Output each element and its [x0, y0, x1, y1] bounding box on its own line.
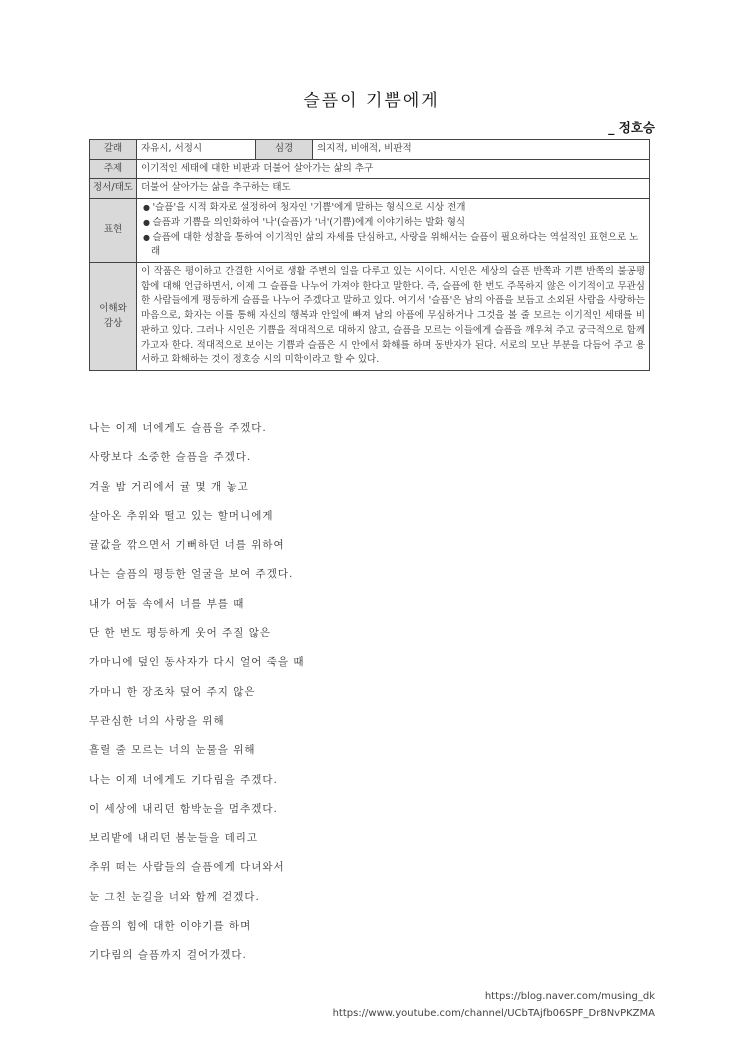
poem-line: 내가 어둠 속에서 너를 부를 때: [89, 597, 245, 610]
poem-line: 이 세상에 내리던 함박눈을 멈추겠다.: [89, 802, 278, 815]
theme-label: 주제: [90, 159, 137, 179]
appreciation-label-line1: 이해와: [99, 302, 127, 314]
poem-line: 나는 이제 너에게도 기다림을 주겠다.: [89, 773, 278, 786]
poem-line: 가마니 한 장조차 덮어 주지 않은: [89, 685, 256, 698]
poem-line: 귤값을 깎으면서 기뻐하던 너를 위하여: [89, 539, 285, 552]
table-row: [90, 140, 650, 160]
poem-line: 눈 그친 눈길을 너와 함께 걷겠다.: [89, 890, 260, 903]
poem-line: 단 한 번도 평등하게 웃어 주질 않은: [89, 627, 272, 640]
attitude-value: 더불어 살아가는 삶을 추구하는 태도: [137, 179, 650, 199]
genre-label: 갈래: [90, 140, 137, 160]
blog-link[interactable]: https://blog.naver.com/musing_dk: [484, 991, 655, 1002]
poem-line: 슬픔의 힘에 대한 이야기를 하며: [89, 920, 252, 933]
info-table: [89, 139, 650, 371]
appreciation-label-line2: 감상: [103, 317, 123, 329]
poem-line: 기다림의 슬픔까지 걸어가겠다.: [89, 949, 247, 962]
appreciation-label: [90, 263, 137, 371]
table-row: [90, 199, 650, 263]
table-row: [90, 263, 650, 371]
tone-value: 의지적, 비애적, 비판적: [313, 140, 650, 160]
poem-line: 살아온 추위와 떨고 있는 할머니에게: [89, 509, 274, 522]
tone-label: 심경: [256, 140, 313, 160]
poem-line: 흘릴 줄 모르는 너의 눈물을 위해: [89, 744, 256, 757]
list-item: ● 슬픔과 기쁨을 의인화하여 '나'(슬픔)가 '너'(기쁨)에게 이야기하는 발화 형식: [141, 216, 645, 231]
poem-line: 사랑보다 소중한 슬픔을 주겠다.: [89, 451, 252, 464]
genre-value: 자유시, 서정시: [137, 140, 256, 160]
poem-body: [89, 419, 304, 976]
footer-links: [333, 988, 655, 1022]
table-row: [90, 159, 650, 179]
poem-line: 보리밭에 내리던 봄눈들을 데리고: [89, 832, 259, 845]
expression-list: [137, 199, 650, 263]
attitude-label: 정서/태도: [90, 179, 137, 199]
expression-label: 표현: [90, 199, 137, 263]
list-item: ● '슬픔'을 시적 화자로 설정하여 청자인 '기쁨'에게 말하는 형식으로 시상 전개: [141, 201, 645, 216]
theme-value: 이기적인 세태에 대한 비판과 더불어 살아가는 삶의 추구: [137, 159, 650, 179]
appreciation-text: 이 작품은 평이하고 간결한 시어로 생활 주변의 일을 다루고 있는 시이다. 시인은 세상의 슬픈 반쪽과 기쁜 반쪽의 불공평함에 대해 언급하면서, 이제 그 슬픔을 나누어 가져야 한다고 말한다. 즉, 슬픔에 한 번도 주목하지 않은 이기적이고 무관심한 사람들에게 평등하게 슬픔을 나누어 주겠다고 말하고 있다. 여기서 '슬픔'은 남의 아픔을 보듬고 소외된 사람을 사랑하는 마음으로, 화자는 이를 통해 자신의 행복과 안일에 빠져 남의 아픔에 무심하거나 그것을 볼 줄 모르는 이기적인 세태를 비판하고 있다. 그러나 시인은 기쁨을 적대적으로 대하지 않고, 슬픔을 모르는 이들에게 슬픔을 깨우쳐 주고 궁극적으로 함께 가고자 한다. 적대적으로 보이는 기쁨과 슬픔은 시 안에서 화해를 하며 동반자가 된다. 서로의 모난 부분을 다듬어 주고 용서하고 화해하는 것이 정호승 시의 미학이라고 할 수 있다.: [137, 263, 650, 371]
poem-line: 겨울 밤 거리에서 귤 몇 개 놓고: [89, 480, 249, 493]
poem-line: 나는 이제 너에게도 슬픔을 주겠다.: [89, 422, 267, 434]
page-title: 슬픔이 기쁨에게: [303, 91, 440, 111]
poem-line: 추위 떠는 사람들의 슬픔에게 다녀와서: [89, 861, 285, 874]
poem-line: 무관심한 너의 사랑을 위해: [89, 714, 225, 727]
list-item: ● 슬픔에 대한 성찰을 통하여 이기적인 삶의 자세를 단심하고, 사랑을 위해서는 슬픔이 필요하다는 역설적인 표현으로 노래: [141, 231, 645, 260]
table-row: [90, 179, 650, 199]
poem-line: 가마니에 덮인 동사자가 다시 얼어 죽을 때: [89, 656, 305, 669]
author-name: _ 정호승: [608, 120, 655, 135]
youtube-link[interactable]: https://www.youtube.com/channel/UCbTAjfb06SPF_Dr8NvPKZMA: [332, 1008, 655, 1019]
poem-line: 나는 슬픔의 평등한 얼굴을 보여 주겠다.: [89, 568, 294, 581]
